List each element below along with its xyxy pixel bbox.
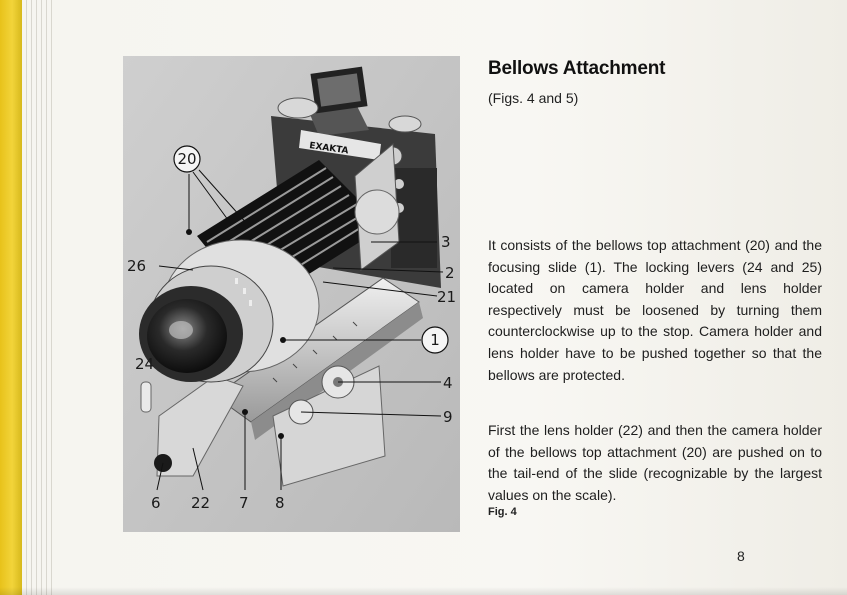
callout-1: 1 — [430, 331, 440, 349]
callout-6: 6 — [151, 494, 161, 512]
page-number: 8 — [737, 548, 745, 564]
body-paragraph-2: First the lens holder (22) and then the camera holder of the bellows top attachment (20) are pushed on to the tail-end of the slide (recognizable by the largest values on the scale). — [488, 422, 822, 503]
figure-reference: (Figs. 4 and 5) — [488, 90, 579, 106]
figure-caption: Fig. 4 — [488, 506, 517, 518]
body-paragraph-1: It consists of the bellows top attachment (20) and the focusing slide (1). The locking levers (24 and 25) located on camera holder and lens holder respectively must be loosened by turning them counterclockwise up to the stop. Camera holder and lens holder have to be pushed together so that the bellows are protected. — [488, 237, 822, 383]
callout-24: 24 — [135, 355, 155, 373]
page-bottom-shadow — [0, 587, 847, 595]
callout-3: 3 — [441, 233, 451, 251]
callout-22: 22 — [191, 494, 211, 512]
figure-4-photo — [123, 56, 460, 532]
callout-26: 26 — [127, 257, 147, 275]
callout-8: 8 — [275, 494, 285, 512]
page-edges — [22, 0, 56, 595]
callout-21: 21 — [437, 288, 457, 306]
section-heading: Bellows Attachment — [488, 58, 666, 79]
callout-9: 9 — [443, 408, 453, 426]
callout-20: 20 — [177, 150, 197, 168]
book-spine — [0, 0, 22, 595]
callout-7: 7 — [239, 494, 249, 512]
bellows-camera-illustration — [123, 56, 460, 532]
camera-brand-plate: EXAKTA — [308, 141, 350, 157]
callout-4: 4 — [443, 374, 453, 392]
callout-2: 2 — [445, 264, 455, 282]
